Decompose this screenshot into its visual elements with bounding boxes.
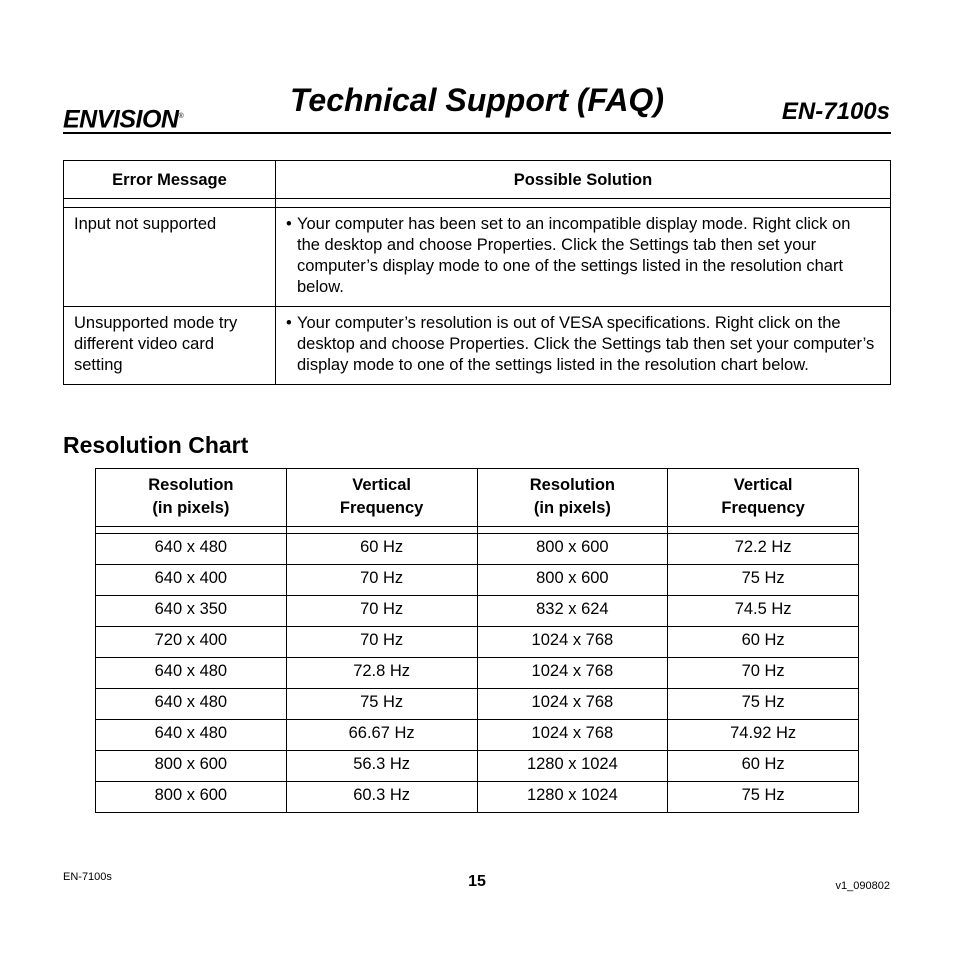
header-resolution: [96, 469, 287, 527]
bullet-icon: •: [286, 314, 292, 332]
faq-solution: [276, 208, 891, 307]
resolution-cell: 640 x 480: [96, 720, 287, 751]
resolution-row: [96, 689, 859, 720]
faq-header-solution: Possible Solution: [276, 161, 891, 199]
frequency-cell: 74.92 Hz: [668, 720, 859, 751]
resolution-cell: 800 x 600: [477, 565, 668, 596]
resolution-cell: 1280 x 1024: [477, 751, 668, 782]
frequency-cell: 70 Hz: [286, 596, 477, 627]
resolution-row: [96, 565, 859, 596]
resolution-cell: 640 x 480: [96, 689, 287, 720]
footer-version: v1_090802: [835, 880, 890, 892]
resolution-cell: 1024 x 768: [477, 627, 668, 658]
model-name: EN-7100s: [781, 98, 890, 125]
frequency-cell: 60 Hz: [668, 751, 859, 782]
resolution-row: [96, 720, 859, 751]
resolution-header-row: [96, 469, 859, 527]
frequency-cell: 75 Hz: [668, 565, 859, 596]
header-frequency: [668, 469, 859, 527]
frequency-cell: 70 Hz: [286, 627, 477, 658]
resolution-cell: 1024 x 768: [477, 720, 668, 751]
frequency-cell: 72.2 Hz: [668, 534, 859, 565]
logo-text: ENVISION: [63, 105, 179, 134]
bullet-icon: •: [286, 215, 292, 233]
resolution-row: [96, 782, 859, 813]
resolution-rows: [96, 534, 859, 813]
faq-header-gap: [64, 199, 891, 208]
footer-model: EN-7100s: [63, 871, 112, 883]
header-resolution: [477, 469, 668, 527]
resolution-row: [96, 596, 859, 627]
frequency-cell: 60.3 Hz: [286, 782, 477, 813]
resolution-cell: 640 x 400: [96, 565, 287, 596]
frequency-cell: 75 Hz: [668, 782, 859, 813]
resolution-table: [95, 468, 859, 813]
faq-solution: [276, 307, 891, 385]
header-line: Resolution: [148, 476, 234, 494]
resolution-cell: 832 x 624: [477, 596, 668, 627]
section-title: Resolution Chart: [63, 432, 249, 458]
faq-header-row: [64, 161, 891, 199]
resolution-header-gap: [96, 527, 859, 534]
resolution-cell: 1280 x 1024: [477, 782, 668, 813]
page-number: 15: [468, 873, 486, 890]
resolution-row: [96, 751, 859, 782]
header-line: Frequency: [339, 499, 424, 517]
faq-error-message: Input not supported: [64, 208, 276, 307]
resolution-row: [96, 534, 859, 565]
frequency-cell: 72.8 Hz: [286, 658, 477, 689]
header-rule: [63, 132, 891, 134]
resolution-cell: 800 x 600: [96, 751, 287, 782]
resolution-cell: 640 x 350: [96, 596, 287, 627]
frequency-cell: 70 Hz: [668, 658, 859, 689]
header-line: (in pixels): [152, 499, 230, 517]
header-line: Vertical: [352, 476, 411, 494]
faq-solution-text: Your computer’s resolution is out of VESA specifications. Right click on the desktop and choose Properties. Click the Settings tab then set your computer’s display mode to one of the settings listed in the resolution chart below.: [297, 314, 875, 374]
resolution-cell: 720 x 400: [96, 627, 287, 658]
header-frequency: [286, 469, 477, 527]
frequency-cell: 74.5 Hz: [668, 596, 859, 627]
frequency-cell: 70 Hz: [286, 565, 477, 596]
faq-row: [64, 208, 891, 307]
resolution-cell: 640 x 480: [96, 658, 287, 689]
registered-mark-icon: ®: [178, 113, 184, 120]
resolution-row: [96, 627, 859, 658]
page-title: Technical Support (FAQ): [290, 82, 664, 118]
frequency-cell: 75 Hz: [286, 689, 477, 720]
faq-table: [63, 160, 891, 385]
frequency-cell: 60 Hz: [286, 534, 477, 565]
resolution-cell: 1024 x 768: [477, 658, 668, 689]
resolution-row: [96, 658, 859, 689]
frequency-cell: 75 Hz: [668, 689, 859, 720]
header-line: Vertical: [733, 476, 793, 494]
faq-header-error: Error Message: [64, 161, 276, 199]
frequency-cell: 66.67 Hz: [286, 720, 477, 751]
faq-row: [64, 307, 891, 385]
frequency-cell: 60 Hz: [668, 627, 859, 658]
faq-error-message: Unsupported mode try different video card setting: [64, 307, 276, 385]
header-line: (in pixels): [533, 499, 611, 517]
header-line: Frequency: [721, 499, 805, 517]
faq-solution-text: Your computer has been set to an incompatible display mode. Right click on the desktop and choose Properties. Click the Settings tab then set your computer’s display mode to one of the settings listed in the resolution chart below.: [297, 215, 851, 296]
header-line: Resolution: [529, 476, 615, 494]
resolution-cell: 1024 x 768: [477, 689, 668, 720]
frequency-cell: 56.3 Hz: [286, 751, 477, 782]
resolution-cell: 640 x 480: [96, 534, 287, 565]
resolution-cell: 800 x 600: [477, 534, 668, 565]
resolution-cell: 800 x 600: [96, 782, 287, 813]
